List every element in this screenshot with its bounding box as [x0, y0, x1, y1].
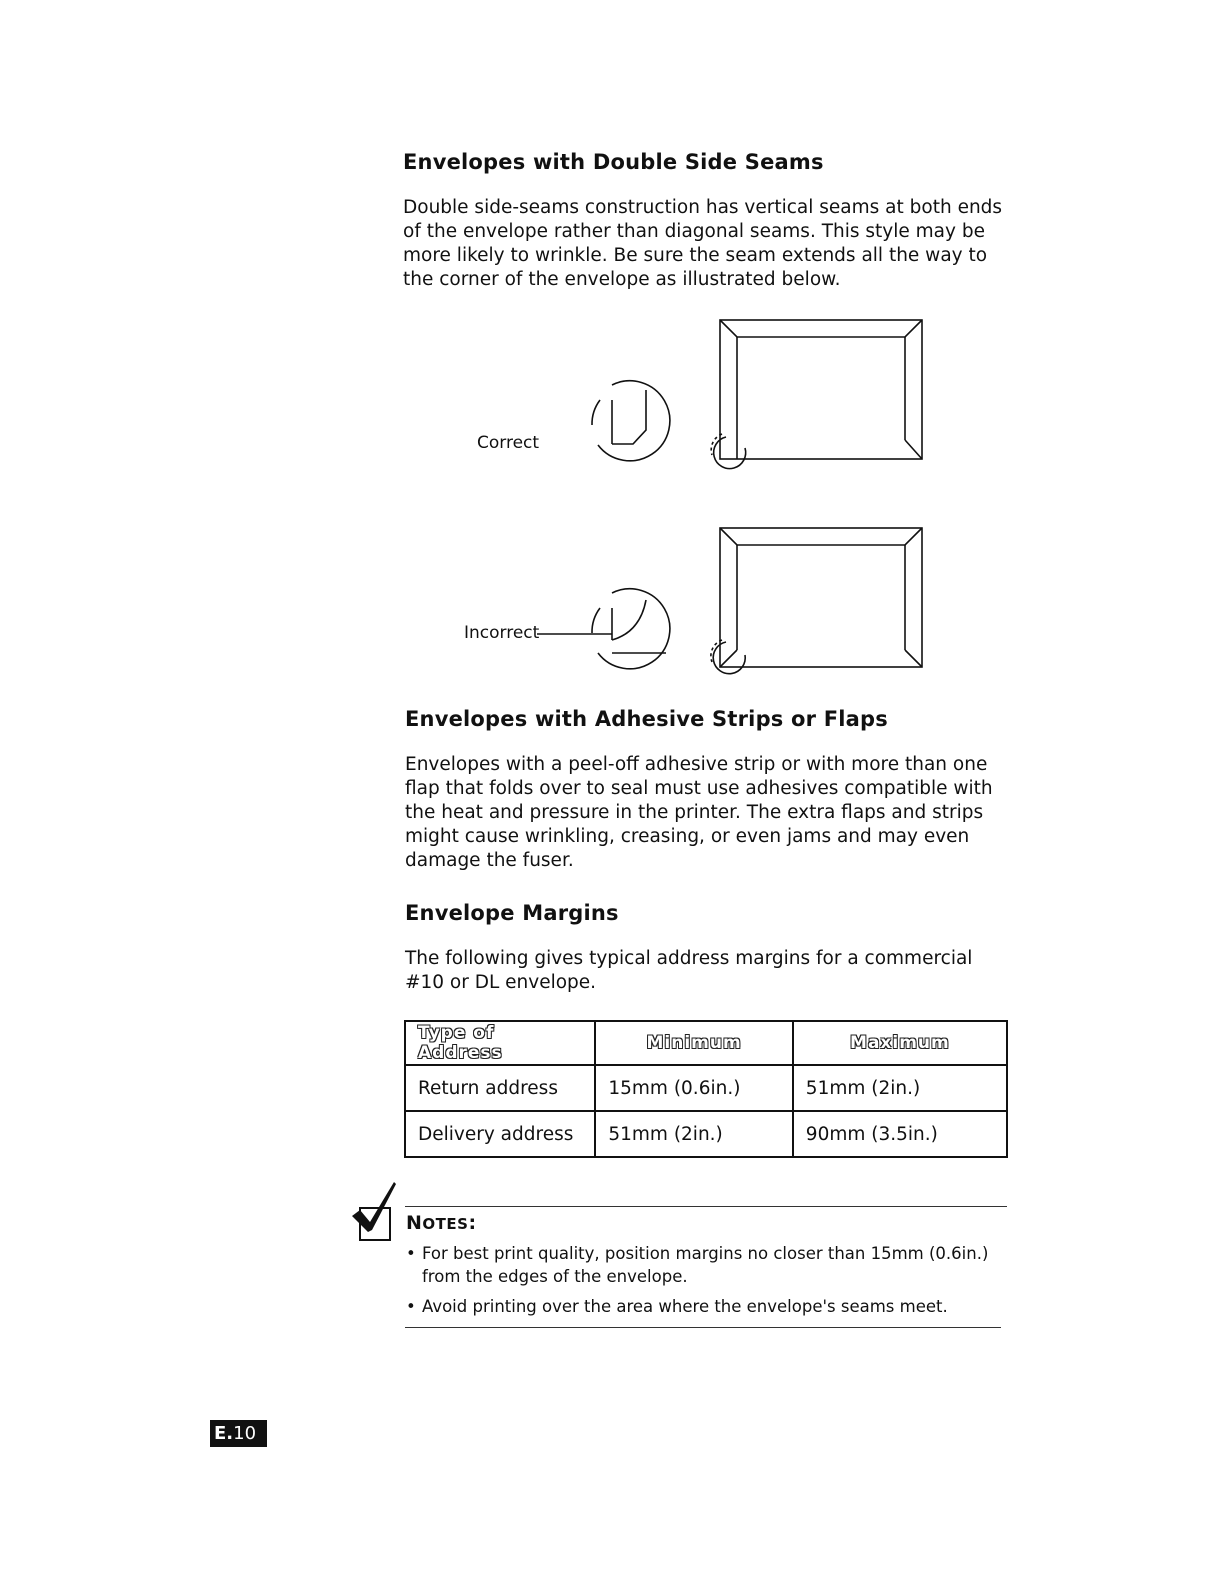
notes-title-initial: N [406, 1212, 423, 1234]
section-heading-seams: Envelopes with Double Side Seams [403, 150, 824, 174]
incorrect-envelope-drawing [711, 528, 922, 674]
list-item: • For best print quality, position margins no closer than 15mm (0.6in.) from the edges of the envelope. [406, 1242, 1006, 1288]
incorrect-zoom-circle [537, 589, 670, 669]
page-number: 10 [233, 1423, 257, 1444]
section-heading-margins: Envelope Margins [405, 901, 619, 925]
correct-label: Correct [477, 433, 540, 453]
envelope-margins-table [404, 1020, 1008, 1158]
table-cell: Delivery address [405, 1111, 595, 1157]
page-number-badge [210, 1420, 267, 1447]
table-header-cell: Maximum [793, 1021, 1007, 1065]
section-body-adhesive: Envelopes with a peel-off adhesive strip or with more than one flap that folds over to seal must use adhesives compatible with the heat and pressure in the printer. The extra flaps and strips might cause wrinkling, creasing, or even jams and may even damage the fuser. [405, 754, 993, 871]
notes-list [406, 1242, 1006, 1325]
table-cell: 15mm (0.6in.) [595, 1065, 792, 1111]
section-heading-adhesive: Envelopes with Adhesive Strips or Flaps [405, 707, 888, 731]
page-letter: E. [214, 1423, 234, 1444]
table-header-row [405, 1021, 1007, 1065]
table-row [405, 1111, 1007, 1157]
table-cell: 51mm (2in.) [595, 1111, 792, 1157]
table-cell: Return address [405, 1065, 595, 1111]
table-header-cell: Type of Address [405, 1021, 595, 1065]
table-cell: 51mm (2in.) [793, 1065, 1007, 1111]
notes-title-colon: : [468, 1212, 477, 1234]
table-header-cell: Minimum [595, 1021, 792, 1065]
incorrect-label: Incorrect [464, 623, 540, 643]
notes-title [406, 1212, 477, 1234]
table-cell: 90mm (3.5in.) [793, 1111, 1007, 1157]
section-body-seams: Double side-seams construction has vertical seams at both ends of the envelope rather than diagonal seams. This style may be more likely to wrinkle. Be sure the seam extends all the way to the corner of the envelope as illustrated below. [403, 197, 1003, 290]
list-item: • Avoid printing over the area where the envelope's seams meet. [406, 1295, 1006, 1318]
table-row [405, 1065, 1007, 1111]
correct-envelope-drawing [711, 320, 922, 469]
section-body-margins: The following gives typical address margins for a commercial #10 or DL envelope. [405, 948, 973, 993]
notes-title-rest: OTES [422, 1215, 469, 1233]
notes-divider-top [405, 1206, 1007, 1207]
checkmark-icon [350, 1180, 400, 1242]
correct-zoom-circle [592, 381, 670, 461]
notes-divider-bottom [405, 1327, 1001, 1328]
